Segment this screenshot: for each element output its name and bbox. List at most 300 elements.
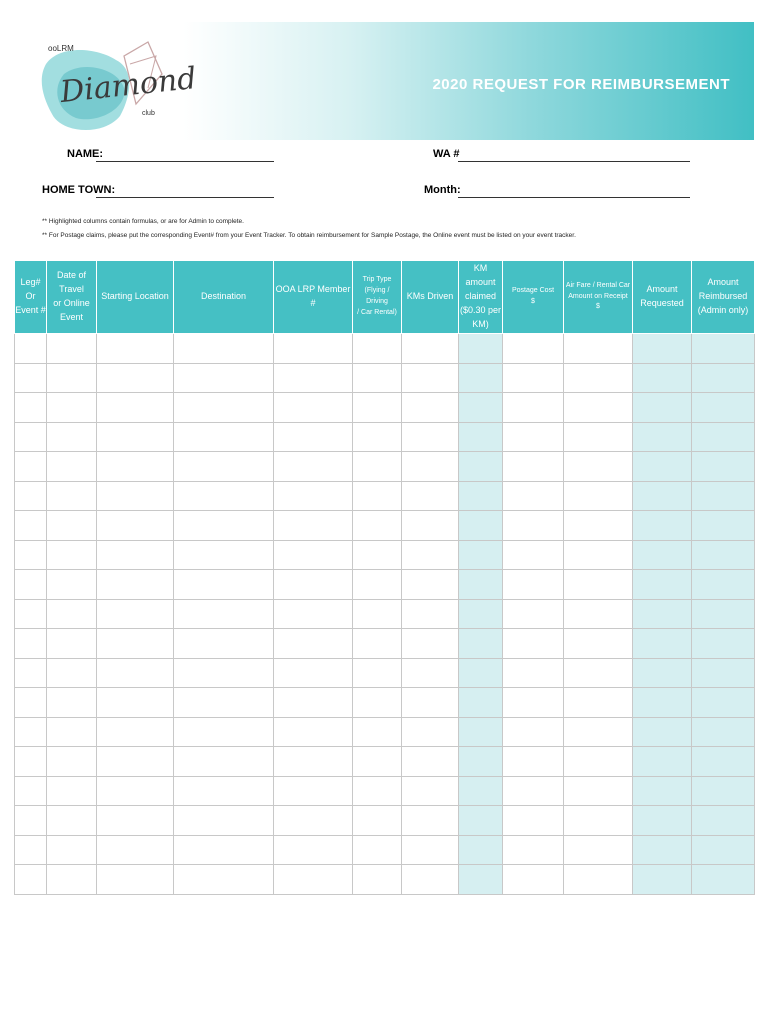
table-cell[interactable] <box>503 540 564 570</box>
column-header <box>97 261 174 334</box>
table-cell[interactable] <box>353 334 402 364</box>
table-cell[interactable] <box>47 599 97 629</box>
table-row <box>15 658 755 688</box>
column-header-line: Leg# <box>20 277 41 288</box>
column-header-line: Date of Travel <box>56 270 87 295</box>
table-cell[interactable] <box>459 334 503 364</box>
table-cell[interactable] <box>633 776 692 806</box>
table-row <box>15 835 755 865</box>
table-cell[interactable] <box>459 599 503 629</box>
hometown-field[interactable] <box>96 197 274 198</box>
table-cell[interactable] <box>503 865 564 895</box>
table-cell[interactable] <box>15 865 47 895</box>
table-cell[interactable] <box>274 629 353 659</box>
table-cell[interactable] <box>692 422 755 452</box>
column-header <box>47 261 97 334</box>
table-cell[interactable] <box>15 835 47 865</box>
table-cell[interactable] <box>15 806 47 836</box>
table-cell[interactable] <box>47 806 97 836</box>
table-cell[interactable] <box>692 393 755 423</box>
table-cell[interactable] <box>503 717 564 747</box>
table-cell[interactable] <box>97 835 174 865</box>
table-cell[interactable] <box>633 658 692 688</box>
table-cell[interactable] <box>564 452 633 482</box>
table-cell[interactable] <box>402 481 459 511</box>
table-cell[interactable] <box>503 363 564 393</box>
table-row <box>15 422 755 452</box>
table-cell[interactable] <box>174 570 274 600</box>
table-cell[interactable] <box>274 776 353 806</box>
table-cell[interactable] <box>15 540 47 570</box>
name-field[interactable] <box>96 161 274 162</box>
table-header-row <box>15 261 755 334</box>
table-cell[interactable] <box>47 540 97 570</box>
table-cell[interactable] <box>97 452 174 482</box>
table-cell[interactable] <box>692 806 755 836</box>
table-cell[interactable] <box>47 835 97 865</box>
table-cell[interactable] <box>97 511 174 541</box>
table-cell[interactable] <box>692 658 755 688</box>
table-cell[interactable] <box>174 540 274 570</box>
table-cell[interactable] <box>47 511 97 541</box>
table-cell[interactable] <box>274 481 353 511</box>
table-cell[interactable] <box>503 334 564 364</box>
column-header-line: Requested <box>640 298 684 308</box>
table-cell[interactable] <box>353 393 402 423</box>
table-cell[interactable] <box>47 865 97 895</box>
table-cell[interactable] <box>274 393 353 423</box>
column-header-line: KM) <box>472 318 489 329</box>
logo-sub: club <box>142 110 155 117</box>
column-header-line: OOA LRP Member # <box>275 284 351 308</box>
table-cell[interactable] <box>564 570 633 600</box>
table-cell[interactable] <box>274 806 353 836</box>
table-cell[interactable] <box>274 599 353 629</box>
table-cell[interactable] <box>274 334 353 364</box>
table-cell[interactable] <box>402 865 459 895</box>
table-cell[interactable] <box>692 776 755 806</box>
table-row <box>15 481 755 511</box>
table-cell[interactable] <box>459 688 503 718</box>
table-cell[interactable] <box>692 835 755 865</box>
table-cell[interactable] <box>15 422 47 452</box>
column-header-line: Trip Type <box>362 276 392 284</box>
table-row <box>15 806 755 836</box>
column-header-line: or Online <box>53 298 90 308</box>
table-cell[interactable] <box>274 570 353 600</box>
table-cell[interactable] <box>353 865 402 895</box>
table-cell[interactable] <box>97 570 174 600</box>
logo-script: Diamond <box>58 60 199 111</box>
table-cell[interactable] <box>353 511 402 541</box>
table-row <box>15 363 755 393</box>
table-cell[interactable] <box>47 393 97 423</box>
table-cell[interactable] <box>174 835 274 865</box>
table-row <box>15 511 755 541</box>
column-header-line: $ <box>596 303 600 311</box>
table-cell[interactable] <box>564 688 633 718</box>
table-cell[interactable] <box>174 865 274 895</box>
table-cell[interactable] <box>47 363 97 393</box>
table-cell[interactable] <box>564 393 633 423</box>
table-cell[interactable] <box>692 334 755 364</box>
table-cell[interactable] <box>503 688 564 718</box>
table-cell[interactable] <box>353 629 402 659</box>
note-highlighted: ** Highlighted columns contain formulas, or are for Admin to complete. <box>42 218 244 225</box>
table-cell[interactable] <box>564 747 633 777</box>
table-cell[interactable] <box>174 481 274 511</box>
table-cell[interactable] <box>692 570 755 600</box>
table-cell[interactable] <box>174 747 274 777</box>
table-cell[interactable] <box>692 452 755 482</box>
table-cell[interactable] <box>692 747 755 777</box>
column-header-line: Or <box>25 291 36 302</box>
table-cell[interactable] <box>402 658 459 688</box>
table-cell[interactable] <box>503 511 564 541</box>
column-header-line: Amount <box>707 277 739 288</box>
table-cell[interactable] <box>459 717 503 747</box>
table-cell[interactable] <box>564 717 633 747</box>
table-cell[interactable] <box>47 688 97 718</box>
table-cell[interactable] <box>692 717 755 747</box>
table-cell[interactable] <box>503 452 564 482</box>
table-cell[interactable] <box>402 688 459 718</box>
table-cell[interactable] <box>633 806 692 836</box>
column-header <box>692 261 755 334</box>
table-cell[interactable] <box>459 835 503 865</box>
column-header-line: Amount <box>646 284 678 295</box>
table-cell[interactable] <box>633 599 692 629</box>
table-cell[interactable] <box>353 452 402 482</box>
table-cell[interactable] <box>633 393 692 423</box>
table-cell[interactable] <box>564 599 633 629</box>
table-cell[interactable] <box>174 452 274 482</box>
table-cell[interactable] <box>47 776 97 806</box>
table-cell[interactable] <box>47 658 97 688</box>
table-cell[interactable] <box>47 629 97 659</box>
table-cell[interactable] <box>174 511 274 541</box>
table-cell[interactable] <box>353 688 402 718</box>
table-cell[interactable] <box>402 806 459 836</box>
table-cell[interactable] <box>97 747 174 777</box>
table-cell[interactable] <box>274 865 353 895</box>
table-cell[interactable] <box>459 747 503 777</box>
table-cell[interactable] <box>174 629 274 659</box>
table-cell[interactable] <box>633 717 692 747</box>
table-cell[interactable] <box>564 629 633 659</box>
table-cell[interactable] <box>503 481 564 511</box>
table-cell[interactable] <box>633 570 692 600</box>
table-cell[interactable] <box>353 570 402 600</box>
month-label: Month: <box>424 184 461 196</box>
table-row <box>15 540 755 570</box>
table-row <box>15 629 755 659</box>
table-cell[interactable] <box>174 393 274 423</box>
column-header-line: (Admin only) <box>697 304 749 315</box>
table-cell[interactable] <box>633 629 692 659</box>
table-cell[interactable] <box>47 334 97 364</box>
table-cell[interactable] <box>503 835 564 865</box>
table-cell[interactable] <box>174 422 274 452</box>
table-cell[interactable] <box>15 717 47 747</box>
column-header <box>633 261 692 334</box>
wa-field[interactable] <box>458 161 690 162</box>
table-cell[interactable] <box>503 629 564 659</box>
column-header <box>274 261 353 334</box>
hometown-label: HOME TOWN: <box>42 184 116 196</box>
table-cell[interactable] <box>564 806 633 836</box>
table-cell[interactable] <box>174 717 274 747</box>
column-header-line: $ <box>531 298 535 305</box>
table-cell[interactable] <box>692 481 755 511</box>
column-header-line: Amount on Receipt <box>568 292 628 300</box>
table-cell[interactable] <box>402 422 459 452</box>
table-cell[interactable] <box>402 540 459 570</box>
table-cell[interactable] <box>174 334 274 364</box>
table-cell[interactable] <box>353 481 402 511</box>
table-cell[interactable] <box>15 629 47 659</box>
table-cell[interactable] <box>564 511 633 541</box>
column-header-line: Air Fare / Rental Car <box>565 281 631 289</box>
column-header-line: ($0.30 per <box>459 304 502 315</box>
diamond-club-logo <box>38 34 199 138</box>
table-cell[interactable] <box>459 658 503 688</box>
table-cell[interactable] <box>402 334 459 364</box>
table-cell[interactable] <box>459 511 503 541</box>
table-cell[interactable] <box>459 540 503 570</box>
table-cell[interactable] <box>274 835 353 865</box>
table-row <box>15 717 755 747</box>
table-cell[interactable] <box>692 865 755 895</box>
table-cell[interactable] <box>274 658 353 688</box>
table-cell[interactable] <box>564 481 633 511</box>
table-cell[interactable] <box>97 363 174 393</box>
table-cell[interactable] <box>174 599 274 629</box>
table-cell[interactable] <box>402 835 459 865</box>
table-cell[interactable] <box>97 540 174 570</box>
table-cell[interactable] <box>692 688 755 718</box>
table-cell[interactable] <box>564 658 633 688</box>
column-header-line: Postage Cost <box>511 287 555 295</box>
table-cell[interactable] <box>633 511 692 541</box>
table-row <box>15 865 755 895</box>
table-cell[interactable] <box>459 570 503 600</box>
table-cell[interactable] <box>633 422 692 452</box>
table-cell[interactable] <box>274 747 353 777</box>
table-cell[interactable] <box>15 747 47 777</box>
table-cell[interactable] <box>274 452 353 482</box>
table-cell[interactable] <box>97 334 174 364</box>
table-cell[interactable] <box>15 393 47 423</box>
table-cell[interactable] <box>503 806 564 836</box>
table-cell[interactable] <box>15 481 47 511</box>
table-cell[interactable] <box>633 452 692 482</box>
table-cell[interactable] <box>174 776 274 806</box>
table-row <box>15 688 755 718</box>
column-header <box>353 261 402 334</box>
table-cell[interactable] <box>47 570 97 600</box>
table-cell[interactable] <box>97 806 174 836</box>
table-cell[interactable] <box>353 422 402 452</box>
name-label: NAME: <box>67 148 104 160</box>
column-header <box>174 261 274 334</box>
table-cell[interactable] <box>274 717 353 747</box>
column-header <box>15 261 47 334</box>
column-header-line: Event # <box>15 304 46 315</box>
table-cell[interactable] <box>633 835 692 865</box>
table-cell[interactable] <box>503 776 564 806</box>
table-cell[interactable] <box>402 599 459 629</box>
table-cell[interactable] <box>274 363 353 393</box>
note-postage: ** For Postage claims, please put the corresponding Event# from your Event Tracker. To obtain reimbursement for Sample Postage, the Online event must be listed on your event tracker. <box>42 232 576 239</box>
table-cell[interactable] <box>353 540 402 570</box>
table-row <box>15 776 755 806</box>
table-cell[interactable] <box>564 776 633 806</box>
reimbursement-table <box>14 260 755 895</box>
table-cell[interactable] <box>353 717 402 747</box>
table-cell[interactable] <box>274 688 353 718</box>
table-cell[interactable] <box>15 452 47 482</box>
table-cell[interactable] <box>15 363 47 393</box>
table-cell[interactable] <box>459 481 503 511</box>
table-cell[interactable] <box>633 540 692 570</box>
table-cell[interactable] <box>402 747 459 777</box>
table-cell[interactable] <box>692 363 755 393</box>
table-cell[interactable] <box>402 511 459 541</box>
table-cell[interactable] <box>633 747 692 777</box>
table-cell[interactable] <box>633 865 692 895</box>
table-cell[interactable] <box>15 688 47 718</box>
table-cell[interactable] <box>692 629 755 659</box>
table-cell[interactable] <box>459 776 503 806</box>
table-cell[interactable] <box>174 688 274 718</box>
table-cell[interactable] <box>633 688 692 718</box>
table-cell[interactable] <box>402 629 459 659</box>
table-cell[interactable] <box>353 835 402 865</box>
column-header <box>459 261 503 334</box>
column-header-line: Event <box>59 311 83 322</box>
table-cell[interactable] <box>402 452 459 482</box>
table-cell[interactable] <box>47 422 97 452</box>
table-cell[interactable] <box>402 363 459 393</box>
table-cell[interactable] <box>459 865 503 895</box>
column-header-line: Destination <box>200 291 247 302</box>
table-cell[interactable] <box>402 776 459 806</box>
column-header-line: KM amount <box>465 263 496 288</box>
table-cell[interactable] <box>97 422 174 452</box>
table-cell[interactable] <box>503 422 564 452</box>
table-cell[interactable] <box>47 717 97 747</box>
table-row <box>15 599 755 629</box>
column-header-line: / Car Rental) <box>357 308 397 316</box>
table-cell[interactable] <box>503 393 564 423</box>
table-cell[interactable] <box>15 599 47 629</box>
table-cell[interactable] <box>97 629 174 659</box>
table-row <box>15 334 755 364</box>
table-cell[interactable] <box>459 393 503 423</box>
table-cell[interactable] <box>564 540 633 570</box>
table-cell[interactable] <box>97 481 174 511</box>
table-cell[interactable] <box>97 599 174 629</box>
table-cell[interactable] <box>503 570 564 600</box>
table-cell[interactable] <box>274 422 353 452</box>
table-cell[interactable] <box>97 776 174 806</box>
table-cell[interactable] <box>97 658 174 688</box>
table-row <box>15 747 755 777</box>
table-cell[interactable] <box>503 658 564 688</box>
table-cell[interactable] <box>353 806 402 836</box>
table-cell[interactable] <box>174 658 274 688</box>
table-cell[interactable] <box>15 334 47 364</box>
logo-brand: ooLRM <box>48 44 74 53</box>
table-cell[interactable] <box>459 363 503 393</box>
page-title: 2020 REQUEST FOR REIMBURSEMENT <box>432 76 730 93</box>
table-cell[interactable] <box>459 629 503 659</box>
table-cell[interactable] <box>402 717 459 747</box>
table-cell[interactable] <box>97 393 174 423</box>
table-cell[interactable] <box>15 658 47 688</box>
table-cell[interactable] <box>274 540 353 570</box>
column-header-line: claimed <box>464 291 496 302</box>
table-cell[interactable] <box>47 747 97 777</box>
table-cell[interactable] <box>15 511 47 541</box>
table-cell[interactable] <box>353 776 402 806</box>
table-cell[interactable] <box>353 747 402 777</box>
table-cell[interactable] <box>564 865 633 895</box>
table-cell[interactable] <box>97 865 174 895</box>
table-cell[interactable] <box>97 717 174 747</box>
table-cell[interactable] <box>15 776 47 806</box>
table-cell[interactable] <box>353 599 402 629</box>
column-header-line: (Flying / Driving <box>364 287 390 305</box>
table-cell[interactable] <box>459 452 503 482</box>
table-cell[interactable] <box>633 334 692 364</box>
column-header <box>503 261 564 334</box>
table-row <box>15 393 755 423</box>
table-cell[interactable] <box>174 806 274 836</box>
month-field[interactable] <box>458 197 690 198</box>
column-header-line: KMs Driven <box>406 291 454 302</box>
table-cell[interactable] <box>564 363 633 393</box>
table-cell[interactable] <box>353 363 402 393</box>
table-cell[interactable] <box>564 422 633 452</box>
table-cell[interactable] <box>459 806 503 836</box>
table-cell[interactable] <box>503 747 564 777</box>
table-cell[interactable] <box>692 540 755 570</box>
column-header <box>402 261 459 334</box>
table-cell[interactable] <box>633 363 692 393</box>
table-cell[interactable] <box>402 393 459 423</box>
table-cell[interactable] <box>47 452 97 482</box>
table-cell[interactable] <box>97 688 174 718</box>
table-cell[interactable] <box>564 334 633 364</box>
table-cell[interactable] <box>692 599 755 629</box>
table-cell[interactable] <box>564 835 633 865</box>
column-header-line: Reimbursed <box>698 291 748 302</box>
table-cell[interactable] <box>274 511 353 541</box>
table-cell[interactable] <box>503 599 564 629</box>
table-cell[interactable] <box>15 570 47 600</box>
table-cell[interactable] <box>353 658 402 688</box>
table-cell[interactable] <box>692 511 755 541</box>
table-cell[interactable] <box>402 570 459 600</box>
table-cell[interactable] <box>459 422 503 452</box>
table-cell[interactable] <box>174 363 274 393</box>
table-cell[interactable] <box>47 481 97 511</box>
table-row <box>15 452 755 482</box>
table-cell[interactable] <box>633 481 692 511</box>
column-header <box>564 261 633 334</box>
